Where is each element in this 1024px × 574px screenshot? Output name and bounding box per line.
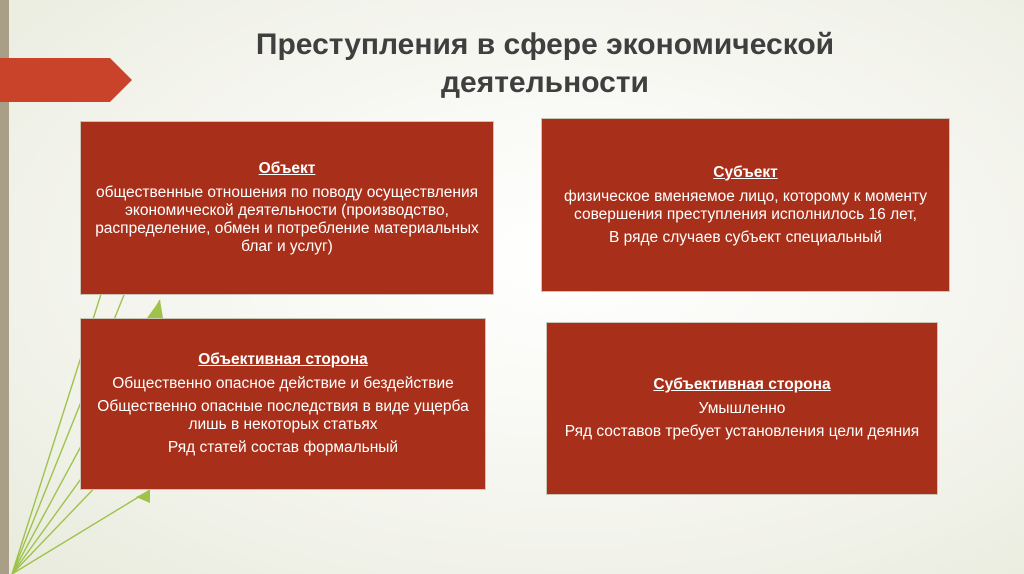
objective-side-text-2: Общественно опасные последствия в виде ущерба лишь в некоторых статьях xyxy=(97,398,469,433)
objective-side-box xyxy=(80,318,486,490)
title-arrow-shape xyxy=(0,58,132,102)
objective-side-text-3: Ряд статей состав формальный xyxy=(167,439,399,456)
subjective-side-box xyxy=(546,322,938,495)
subject-heading: Субъект xyxy=(713,163,778,181)
subject-text-1: физическое вменяемое лицо, которому к моменту совершения преступления исполнилось 16 лет, xyxy=(563,187,927,223)
title-line-1: Преступления в сфере экономической xyxy=(255,28,835,61)
subjective-side-text-1: Умышленно xyxy=(698,400,786,417)
subject-text-2: В ряде случаев субъект специальный xyxy=(609,228,882,246)
objective-side-heading: Объективная сторона xyxy=(198,351,368,368)
subjective-side-heading: Субъективная сторона xyxy=(653,376,831,393)
object-heading: Объект xyxy=(258,160,316,177)
objective-side-text-1: Общественно опасное действие и бездействие xyxy=(112,375,454,392)
object-box xyxy=(80,121,494,295)
slide-title xyxy=(185,26,905,102)
title-line-2: деятельности xyxy=(441,66,649,99)
object-text: общественные отношения по поводу осуществления экономической деятельности (производство, распределение, обмен и потребление материальных благ и услуг) xyxy=(95,184,479,255)
subjective-side-text-2: Ряд составов требует установления цели деяния xyxy=(564,423,920,440)
subject-box xyxy=(541,118,950,292)
